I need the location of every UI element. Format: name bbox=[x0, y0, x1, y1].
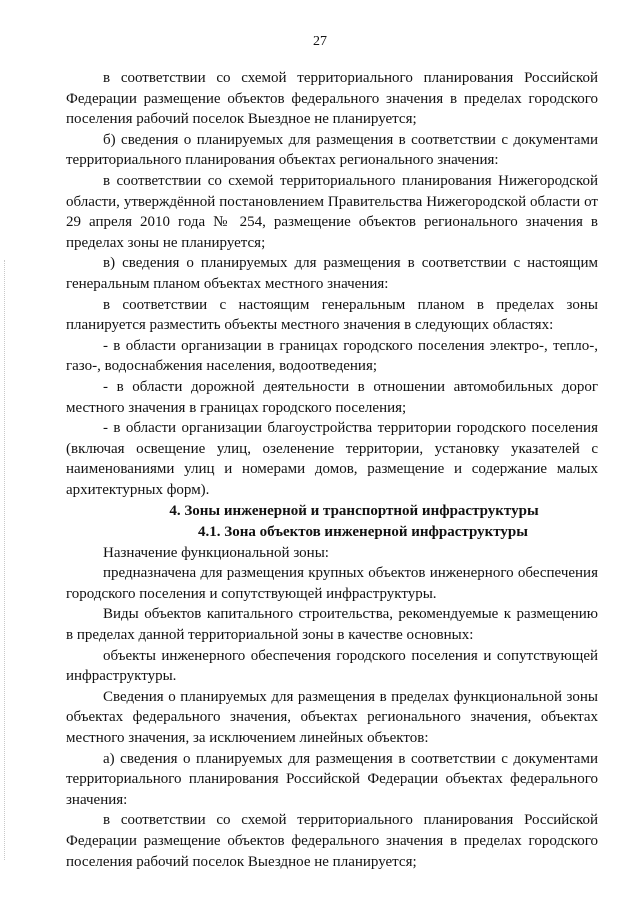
document-body bbox=[66, 68, 598, 872]
paragraph: предназначена для размещения крупных объектов инженерного обеспечения городского поселения и сопутствующей инфраструктуры. bbox=[66, 565, 598, 602]
list-item: - в области организации благоустройства территории городского поселения (включая освещение улиц, озеленение территории, установку указателей с наименованиями улиц и номерами домов, размещение и содержание малых архитектурных форм). bbox=[66, 420, 598, 498]
paragraph: в соответствии со схемой территориального планирования Российской Федерации размещение объектов федерального значения в пределах городского поселения рабочий поселок Выездное не планируется; bbox=[66, 812, 598, 870]
paragraph: Назначение функциональной зоны: bbox=[103, 544, 329, 561]
paragraph: в соответствии со схемой территориального планирования Нижегородской области, утверждённой постановлением Правительства Нижегородской области от 29 апреля 2010 года № 254, размещение объектов регионального значения в пределах зоны не планируется; bbox=[66, 172, 598, 251]
list-item: - в области дорожной деятельности в отношении автомобильных дорог местного значения в границах городского поселения; bbox=[66, 378, 598, 416]
paragraph: а) сведения о планируемых для размещения в соответствии с документами территориального планирования Российской Федерации объектах федерального значения: bbox=[66, 750, 598, 808]
paragraph: в соответствии с настоящим генеральным планом в пределах зоны планируется разместить объекты местного значения в следующих областях: bbox=[66, 296, 598, 334]
paragraph: б) сведения о планируемых для размещения в соответствии с документами территориального планирования объектах регионального значения: bbox=[66, 131, 598, 169]
page-number: 27 bbox=[313, 34, 327, 49]
section-heading: 4. Зоны инженерной и транспортной инфраструктуры bbox=[169, 503, 539, 520]
paragraph: Сведения о планируемых для размещения в пределах функциональной зоны объектах федерального значения, объектах регионального значения, объектах местного значения, за исключением линейных объектов: bbox=[66, 688, 598, 746]
paragraph: в соответствии со схемой территориального планирования Российской Федерации размещение объектов федерального значения в пределах городского поселения рабочий поселок Выездное не планируется; bbox=[66, 70, 598, 128]
list-item: - в области организации в границах городского поселения электро-, тепло-, газо-, водоснабжения населения, водоотведения; bbox=[66, 337, 598, 375]
subsection-heading: 4.1. Зона объектов инженерной инфраструктуры bbox=[198, 524, 528, 541]
scan-edge-marks bbox=[4, 260, 6, 860]
paragraph: объекты инженерного обеспечения городского поселения и сопутствующей инфраструктуры. bbox=[66, 647, 598, 685]
paragraph: в) сведения о планируемых для размещения в соответствии с настоящим генеральным планом объектах местного значения: bbox=[66, 255, 598, 292]
paragraph: Виды объектов капитального строительства, рекомендуемые к размещению в пределах данной территориальной зоны в качестве основных: bbox=[66, 606, 598, 644]
